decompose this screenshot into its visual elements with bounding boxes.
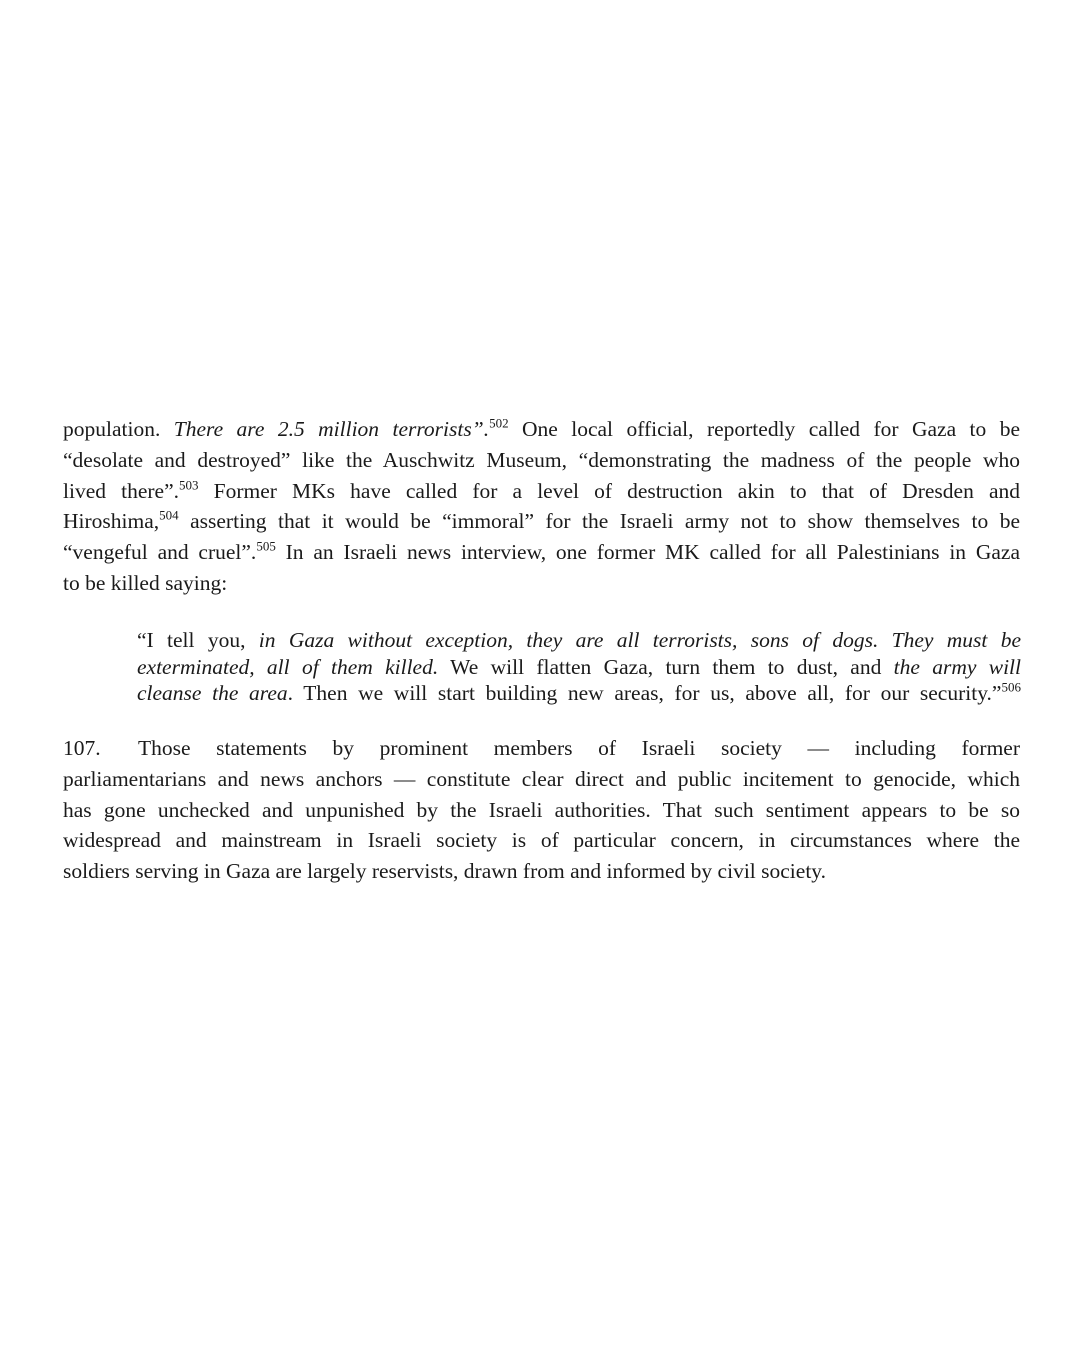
footnote-ref: 505: [256, 538, 276, 554]
text-line: has gone unchecked and unpunished by the Israeli authorities. That such sentiment appears to be so: [63, 797, 1020, 822]
italic-run: the army will: [893, 654, 1021, 679]
text-line: “desolate and destroyed” like the Auschwitz Museum, “demonstrating the madness of the people who: [63, 447, 1020, 472]
quote-line: cleanse the area. Then we will start building new areas, for us, above all, for our security.”$^{506}$: [137, 679, 1021, 705]
footnote-ref: 504: [159, 507, 179, 523]
italic-run: in Gaza without exception, they are all terrorists, sons of dogs. They must be: [258, 628, 1021, 652]
italic-run: exterminated, all of them killed.: [137, 654, 439, 679]
text-line: to be killed saying:: [63, 570, 228, 595]
footnote-ref: 506: [1001, 679, 1021, 695]
text-line: population. There are 2.5 million terrorists”.$^{502}$ One local official, reportedly called for Gaza to be: [63, 415, 1020, 441]
paragraph-107: [63, 733, 1020, 887]
text-line: “vengeful and cruel”.$^{505}$ In an Israeli news interview, one former MK called for all Palestinians in Gaza: [63, 538, 1020, 565]
quote-line: “I tell you, in Gaza without exception, they are all terrorists, sons of dogs. They must be: [137, 628, 1021, 652]
quote-line: exterminated, all of them killed. We will flatten Gaza, turn them to dust, and the army will: [137, 654, 1021, 679]
italic-run: cleanse the area: [137, 681, 288, 705]
text-line: Hiroshima,$^{504}$ asserting that it would be “immoral” for the Israeli army not to show themselves to be: [63, 507, 1020, 534]
paragraph-continued: [63, 414, 1020, 599]
text-line: [63, 733, 1020, 764]
line-content: Those statements by prominent members of Israeli society — including former: [138, 736, 1020, 760]
text-line: lived there”.$^{503}$ Former MKs have called for a level of destruction akin to that of Dresden and: [63, 477, 1020, 503]
text-line: widespread and mainstream in Israeli society is of particular concern, in circumstances where the: [63, 828, 1020, 853]
text-line: soldiers serving in Gaza are largely reservists, drawn from and informed by civil society.: [63, 859, 827, 884]
block-quote: [137, 627, 1021, 707]
italic-run: There are 2.5 million terrorists”.: [173, 417, 490, 441]
paragraph-number: 107.: [63, 736, 101, 760]
footnote-ref: 503: [179, 477, 199, 493]
text-line: parliamentarians and news anchors — constitute clear direct and public incitement to genocide, which: [63, 766, 1020, 791]
footnote-ref: 502: [489, 415, 509, 431]
